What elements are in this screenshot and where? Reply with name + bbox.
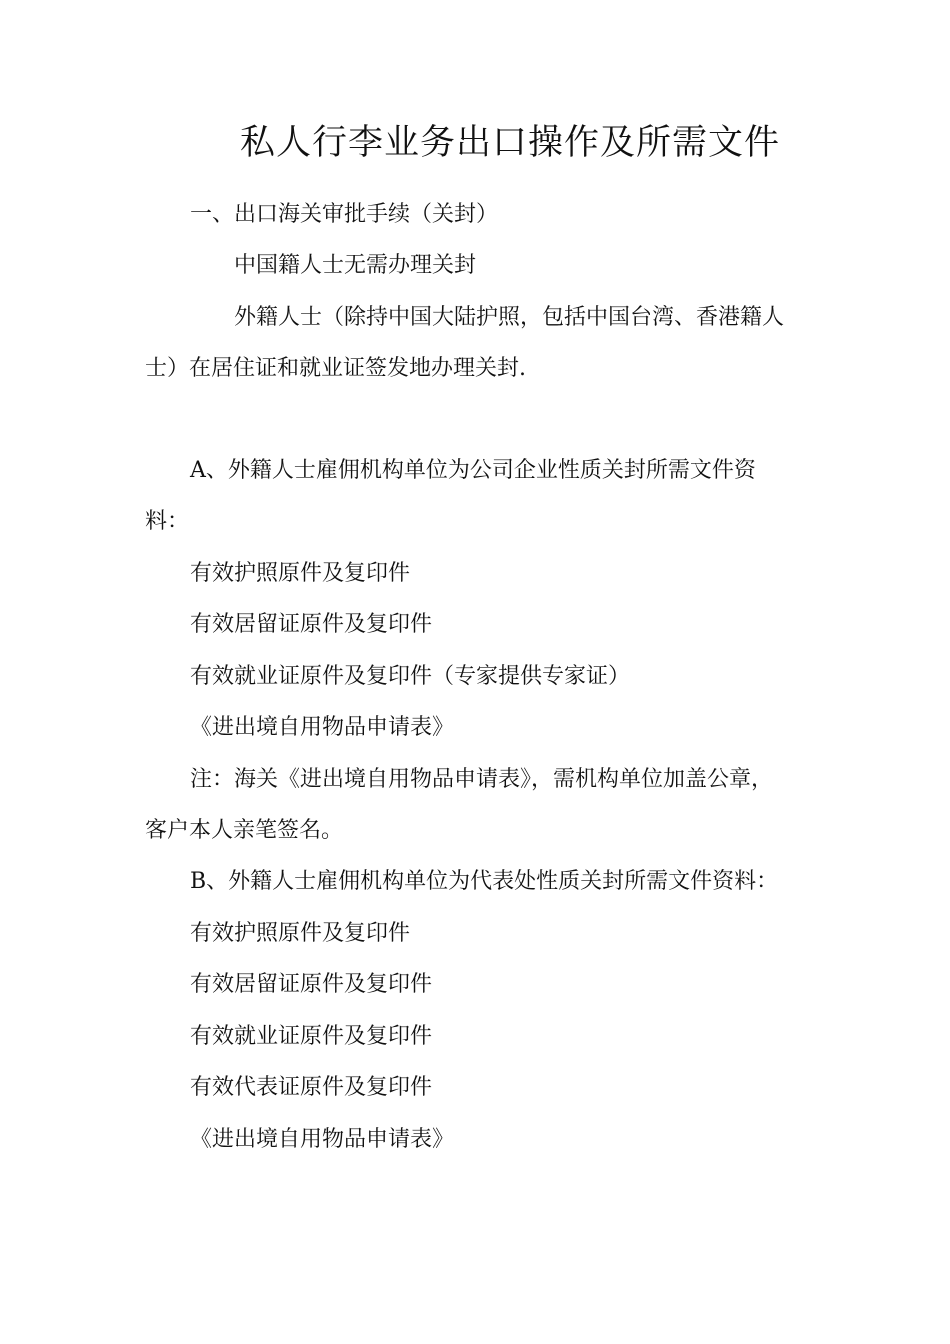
- section-1-paragraph-2-line-2: 士）在居住证和就业证签发地办理关封.: [145, 356, 526, 381]
- section-a-item-4: 《进出境自用物品申请表》: [190, 715, 455, 740]
- section-b-item-3: 有效就业证原件及复印件: [190, 1024, 433, 1049]
- document-title: 私人行李业务出口操作及所需文件: [239, 123, 780, 163]
- section-b-item-2: 有效居留证原件及复印件: [190, 972, 433, 997]
- section-a-item-3: 有效就业证原件及复印件（专家提供专家证）: [190, 664, 631, 689]
- section-b-heading: B、外籍人士雇佣机构单位为代表处性质关封所需文件资料：: [190, 869, 779, 894]
- section-1-heading: 一、出口海关审批手续（关封）: [190, 202, 499, 227]
- section-b-item-5: 《进出境自用物品申请表》: [190, 1127, 455, 1152]
- section-1-paragraph-2-line-1: 外籍人士（除持中国大陆护照，包括中国台湾、香港籍人: [234, 305, 785, 330]
- section-a-item-2: 有效居留证原件及复印件: [190, 612, 433, 637]
- section-1-paragraph-1: 中国籍人士无需办理关封: [234, 253, 477, 278]
- section-a-heading-line-1: A、外籍人士雇佣机构单位为公司企业性质关封所需文件资: [190, 458, 756, 483]
- section-a-note-line-2: 客户本人亲笔签名。: [145, 818, 344, 843]
- section-a-heading-line-2: 料：: [145, 509, 190, 534]
- section-a-item-1: 有效护照原件及复印件: [190, 561, 411, 586]
- section-b-item-1: 有效护照原件及复印件: [190, 921, 411, 946]
- section-a-note-line-1: 注：海关《进出境自用物品申请表》，需机构单位加盖公章，: [190, 767, 774, 792]
- section-b-item-4: 有效代表证原件及复印件: [190, 1075, 433, 1100]
